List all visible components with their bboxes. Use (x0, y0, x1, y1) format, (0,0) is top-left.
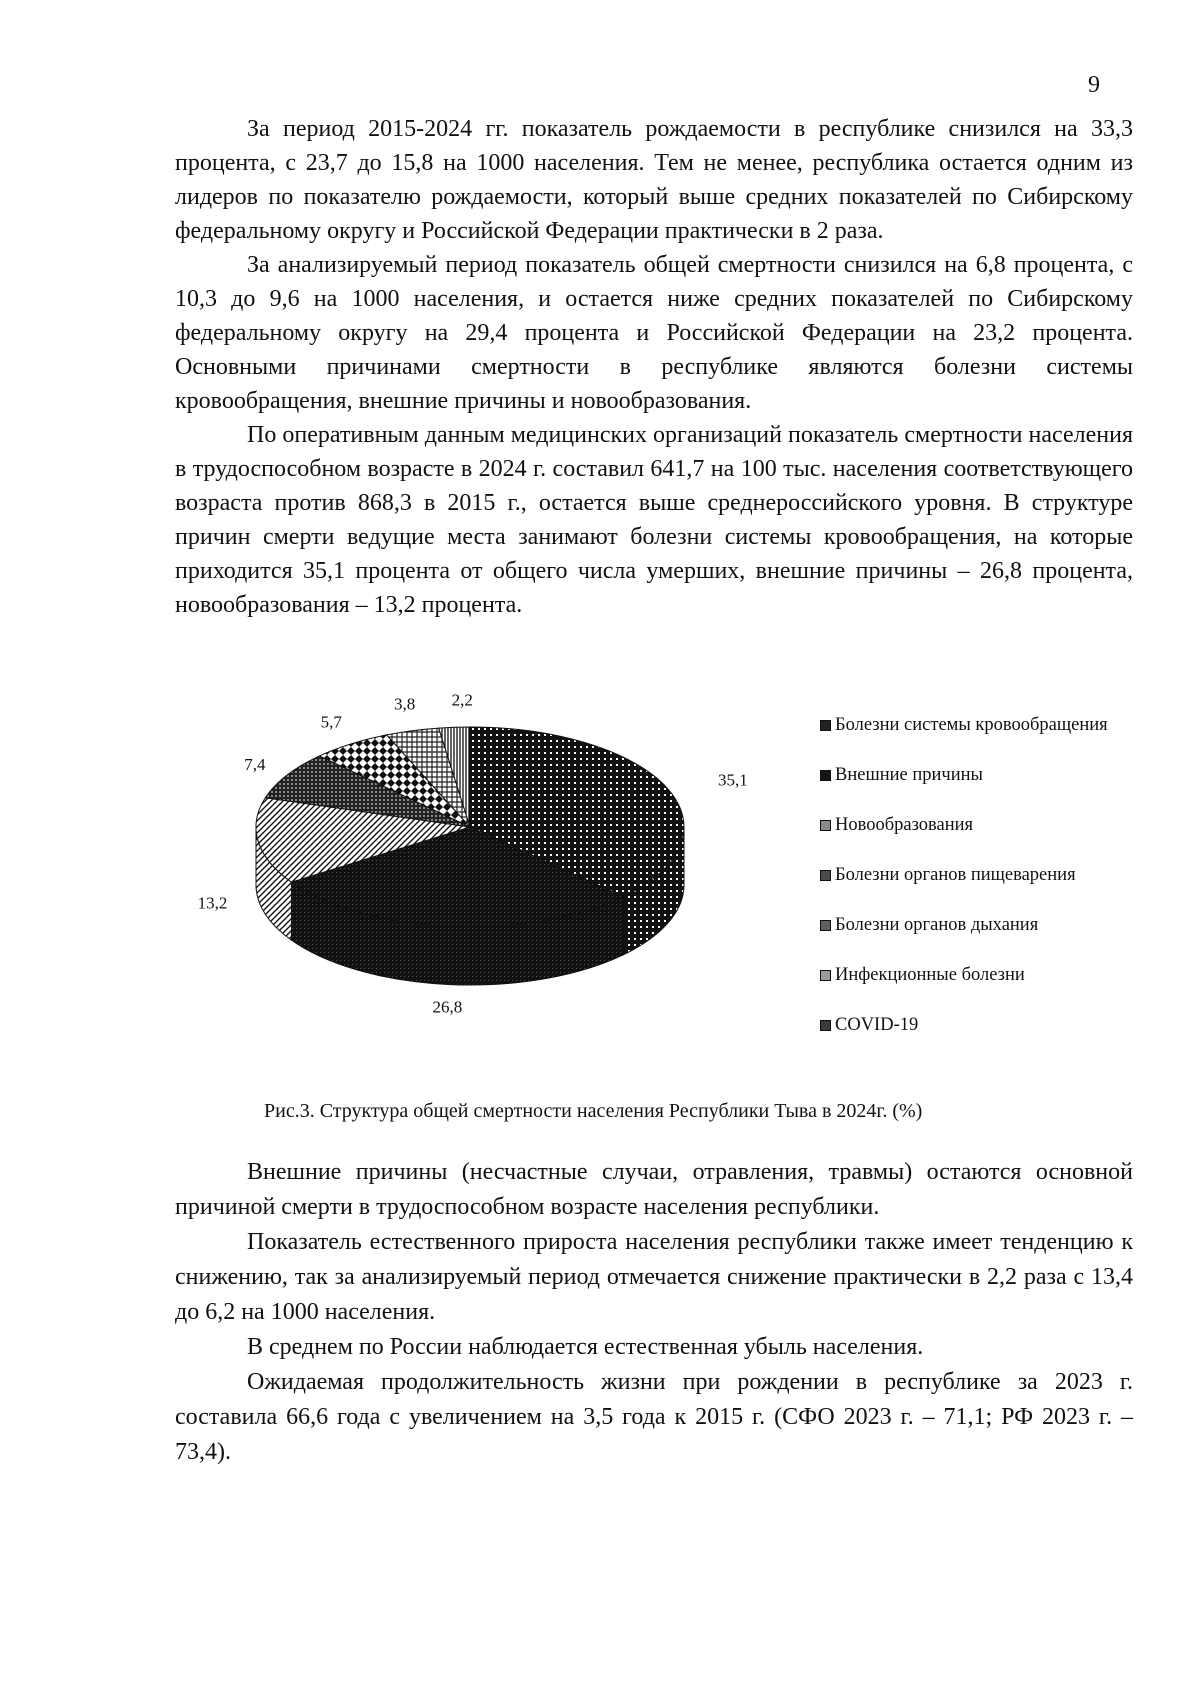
data-label-neoplasms: 13,2 (197, 893, 228, 913)
paragraph: Ожидаемая продолжительность жизни при рождении в республике за 2023 г. составила 66,6 года с увеличением на 3,5 года к 2015 г. (СФО 2023 г. – 71,1; РФ 2023 г. – 73,4). (175, 1369, 1133, 1465)
mortality-structure-figure (195, 690, 1155, 1075)
legend-swatch (820, 870, 831, 881)
paragraph: За анализируемый период показатель общей смертности снизился на 6,8 процента, с 10,3 до 9,6 на 1000 населения, и остается ниже средних показателей по Сибирскому федеральному округу на 29,4 процента и Российской Федерации на 23,2 процента. Основными причинами смертности в республике являются болезни системы кровообращения, внешние причины и новообразования. (175, 252, 1133, 414)
data-label-covid: 2,2 (451, 690, 473, 710)
paragraph: По оперативным данным медицинских организаций показатель смертности населения в трудоспособном возрасте в 2024 г. составил 641,7 на 100 тыс. населения соответствующего возраста против 868,3 в 2015 г., остается выше среднероссийского уровня. В структуре причин смерти ведущие места занимают болезни системы кровообращения, на которые приходится 35,1 процента от общего числа умерших, внешние причины – 26,8 процента, новообразования – 13,2 процента. (175, 422, 1133, 618)
legend-label: Болезни системы кровообращения (835, 715, 1108, 735)
legend-label: COVID-19 (835, 1015, 919, 1035)
body-text-bottom (175, 1155, 1133, 1470)
legend-label: Инфекционные болезни (835, 965, 1025, 985)
legend-swatch (820, 1020, 831, 1031)
data-label-circulatory: 35,1 (718, 770, 748, 790)
paragraph: За период 2015-2024 гг. показатель рождаемости в республике снизился на 33,3 процента, с 23,7 до 15,8 на 1000 населения. Тем не менее, республика остается одним из лидеров по показателю рождаемости, который выше средних показателей по Сибирскому федеральному округу и Российской Федерации практически в 2 раза. (175, 116, 1133, 244)
legend-label: Болезни органов дыхания (835, 915, 1039, 935)
legend-label: Внешние причины (835, 765, 983, 785)
legend-swatch (820, 720, 831, 731)
legend-item-respiratory (820, 915, 1038, 936)
data-label-respiratory: 5,7 (320, 712, 342, 732)
figure-caption: Рис.3. Структура общей смертности населения Республики Тыва в 2024г. (%) (264, 1100, 923, 1122)
data-label-digestive: 7,4 (244, 754, 266, 774)
legend-swatch (820, 820, 831, 831)
legend-item-neoplasms (820, 815, 973, 836)
legend-item-circulatory (820, 715, 1108, 736)
legend-item-external (820, 765, 983, 786)
legend-item-infectious (820, 965, 1025, 986)
legend-item-covid (820, 1015, 918, 1036)
paragraph: Внешние причины (несчастные случаи, отравления, травмы) остаются основной причиной смерти в трудоспособном возрасте населения республики. (175, 1159, 1133, 1220)
page-number: 9 (1088, 72, 1100, 98)
legend-label: Новообразования (835, 815, 974, 835)
paragraph: В среднем по России наблюдается естественная убыль населения. (247, 1334, 924, 1360)
paragraph: Показатель естественного прироста населения республики также имеет тенденцию к снижению, так за анализируемый период отмечается снижение практически в 2,2 раза с 13,4 до 6,2 на 1000 населения. (175, 1229, 1133, 1325)
data-label-infectious: 3,8 (394, 694, 416, 714)
body-text-top (175, 112, 1133, 622)
legend-swatch (820, 770, 831, 781)
legend-label: Болезни органов пищеварения (835, 865, 1076, 885)
pie-chart (195, 690, 815, 1075)
legend-swatch (820, 920, 831, 931)
legend-item-digestive (820, 865, 1076, 886)
legend-swatch (820, 970, 831, 981)
data-label-external: 26,8 (432, 997, 463, 1017)
